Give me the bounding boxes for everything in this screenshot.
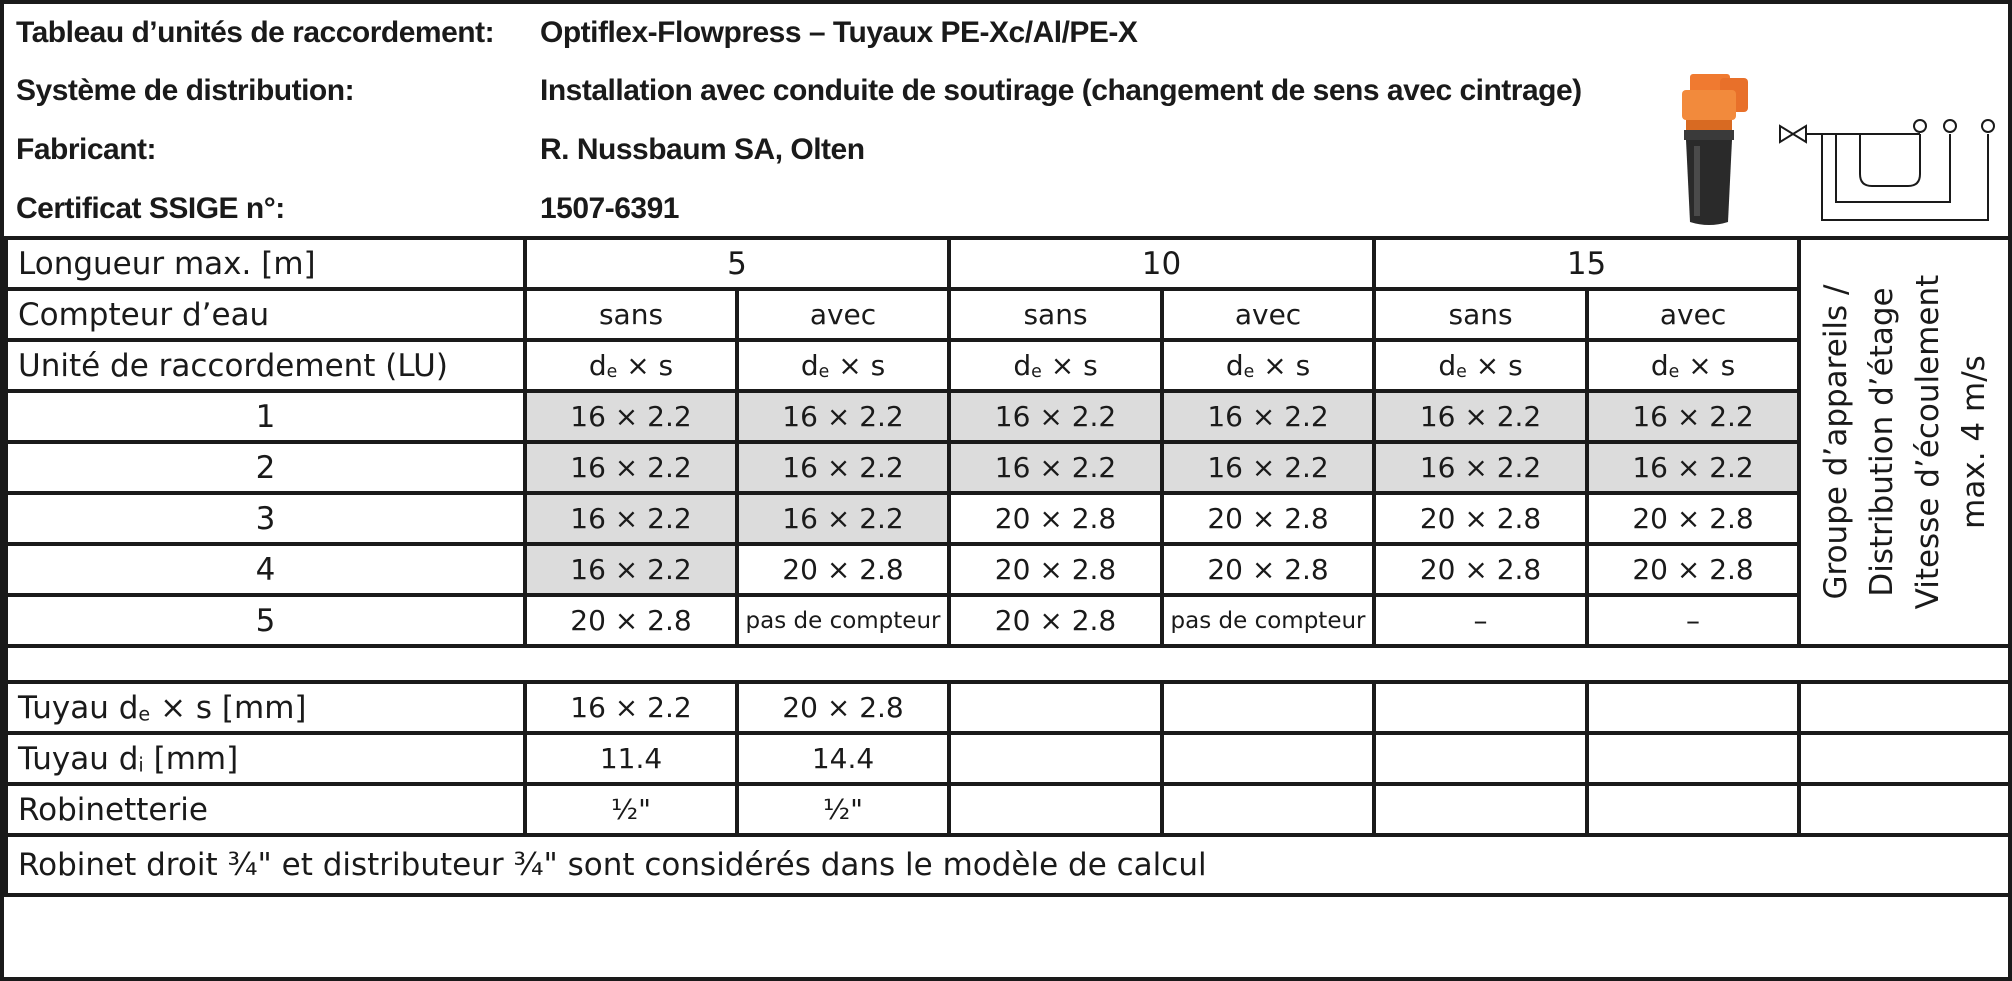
manufacturer-value: R. Nussbaum SA, Olten xyxy=(540,133,865,166)
table-row xyxy=(6,442,2010,493)
table-row xyxy=(6,391,2010,442)
side-label-line-1: Groupe d’appareils / xyxy=(1817,284,1854,600)
pipe-size-cell: – xyxy=(1374,595,1587,646)
calculation-note: Robinet droit ¾" et distributeur ¾" sont considérés dans le modèle de calcul xyxy=(6,835,2010,895)
title-label: Tableau d’unités de raccordement: xyxy=(16,16,495,49)
empty-cell xyxy=(1587,784,1799,835)
empty-cell xyxy=(1799,682,2010,733)
lu-value: 5 xyxy=(6,595,525,646)
pipe-size-cell: 20 × 2.8 xyxy=(525,595,737,646)
pipe-size-cell: 16 × 2.2 xyxy=(1162,391,1374,442)
fittings-row xyxy=(6,784,2010,835)
pipe-size-cell: 20 × 2.8 xyxy=(1162,544,1374,595)
pipe-size-cell: 20 × 2.8 xyxy=(949,493,1162,544)
empty-cell xyxy=(1587,682,1799,733)
side-label-cell xyxy=(1799,238,2010,646)
pipe-size-cell: 16 × 2.2 xyxy=(1587,391,1799,442)
empty-cell xyxy=(1162,784,1374,835)
pipe-size-cell: pas de compteur xyxy=(737,595,949,646)
pipe-de-label: Tuyau de × s [mm] xyxy=(6,682,525,733)
certificate-label: Certificat SSIGE n°: xyxy=(16,192,285,225)
empty-cell xyxy=(949,784,1162,835)
empty-cell xyxy=(1587,733,1799,784)
table-row xyxy=(6,544,2010,595)
lu-value: 1 xyxy=(6,391,525,442)
pipe-size-cell: 16 × 2.2 xyxy=(525,391,737,442)
pipe-di-value: 14.4 xyxy=(737,733,949,784)
lu-value: 2 xyxy=(6,442,525,493)
pipe-di-value: 11.4 xyxy=(525,733,737,784)
system-value: Installation avec conduite de soutirage (changement de sens avec cintrage) xyxy=(540,74,1582,107)
empty-cell xyxy=(1374,682,1587,733)
pipe-size-cell: 20 × 2.8 xyxy=(1374,544,1587,595)
pipe-size-cell: 20 × 2.8 xyxy=(1374,493,1587,544)
distribution-diagram-icon xyxy=(1778,116,2000,226)
pipe-size-cell: 16 × 2.2 xyxy=(737,493,949,544)
table-row xyxy=(6,595,2010,646)
dexs-header: de × s xyxy=(949,340,1162,391)
dexs-header: de × s xyxy=(1162,340,1374,391)
pipe-size-cell: 16 × 2.2 xyxy=(1587,442,1799,493)
lu-header-row xyxy=(6,340,2010,391)
meter-label: Compteur d’eau xyxy=(6,289,525,340)
pipe-size-cell: 20 × 2.8 xyxy=(949,595,1162,646)
meter-cell: avec xyxy=(1587,289,1799,340)
manufacturer-label: Fabricant: xyxy=(16,133,157,166)
spacer-cell xyxy=(6,646,2010,682)
lu-value: 3 xyxy=(6,493,525,544)
length-5: 5 xyxy=(525,238,949,289)
fittings-value: ½" xyxy=(525,784,737,835)
fittings-label: Robinetterie xyxy=(6,784,525,835)
empty-cell xyxy=(1799,784,2010,835)
pipe-size-cell: 16 × 2.2 xyxy=(1374,442,1587,493)
side-label-line-2: Distribution d’étage xyxy=(1863,287,1900,597)
empty-cell xyxy=(1799,733,2010,784)
system-label: Système de distribution: xyxy=(16,74,355,107)
pipe-de-row xyxy=(6,682,2010,733)
sheet-header xyxy=(4,4,2008,236)
dexs-header: de × s xyxy=(737,340,949,391)
dexs-header: de × s xyxy=(1374,340,1587,391)
dexs-header: de × s xyxy=(525,340,737,391)
pipe-size-cell: 20 × 2.8 xyxy=(1587,544,1799,595)
pipe-size-cell: 16 × 2.2 xyxy=(949,391,1162,442)
side-label xyxy=(1813,275,1997,610)
spacer-row xyxy=(6,646,2010,682)
meter-cell: avec xyxy=(1162,289,1374,340)
title-value: Optiflex-Flowpress – Tuyaux PE-Xc/Al/PE-X xyxy=(540,16,1138,49)
length-label: Longueur max. [m] xyxy=(6,238,525,289)
table-row xyxy=(6,493,2010,544)
pipe-di-label: Tuyau di [mm] xyxy=(6,733,525,784)
empty-cell xyxy=(1374,733,1587,784)
pipe-size-cell: 20 × 2.8 xyxy=(949,544,1162,595)
meter-row xyxy=(6,289,2010,340)
pipe-size-cell: 16 × 2.2 xyxy=(949,442,1162,493)
certificate-value: 1507-6391 xyxy=(540,192,679,225)
pipe-size-cell: 16 × 2.2 xyxy=(737,442,949,493)
pipe-di-row xyxy=(6,733,2010,784)
empty-cell xyxy=(1162,682,1374,733)
dexs-header: de × s xyxy=(1587,340,1799,391)
lu-label: Unité de raccordement (LU) xyxy=(6,340,525,391)
press-fitting-icon xyxy=(1672,74,1752,226)
pipe-de-value: 20 × 2.8 xyxy=(737,682,949,733)
fittings-value: ½" xyxy=(737,784,949,835)
side-label-line-4: max. 4 m/s xyxy=(1955,355,1992,529)
pipe-size-cell: – xyxy=(1587,595,1799,646)
pipe-size-cell: 20 × 2.8 xyxy=(1162,493,1374,544)
connection-units-table xyxy=(4,236,2012,897)
pipe-size-cell: 16 × 2.2 xyxy=(525,442,737,493)
side-label-line-3: Vitesse d’écoulement xyxy=(1909,274,1946,610)
pipe-size-cell: 20 × 2.8 xyxy=(1587,493,1799,544)
note-row xyxy=(6,835,2010,895)
pipe-size-cell: 16 × 2.2 xyxy=(1162,442,1374,493)
pipe-size-cell: 20 × 2.8 xyxy=(737,544,949,595)
pipe-size-cell: 16 × 2.2 xyxy=(737,391,949,442)
pipe-de-value: 16 × 2.2 xyxy=(525,682,737,733)
length-15: 15 xyxy=(1374,238,1799,289)
length-row xyxy=(6,238,2010,289)
meter-cell: sans xyxy=(1374,289,1587,340)
empty-cell xyxy=(1162,733,1374,784)
lu-value: 4 xyxy=(6,544,525,595)
meter-cell: avec xyxy=(737,289,949,340)
pipe-size-cell: pas de compteur xyxy=(1162,595,1374,646)
pipe-size-cell: 16 × 2.2 xyxy=(525,493,737,544)
meter-cell: sans xyxy=(525,289,737,340)
empty-cell xyxy=(949,733,1162,784)
pipe-size-cell: 16 × 2.2 xyxy=(1374,391,1587,442)
empty-cell xyxy=(1374,784,1587,835)
length-10: 10 xyxy=(949,238,1374,289)
empty-cell xyxy=(949,682,1162,733)
meter-cell: sans xyxy=(949,289,1162,340)
pipe-size-cell: 16 × 2.2 xyxy=(525,544,737,595)
